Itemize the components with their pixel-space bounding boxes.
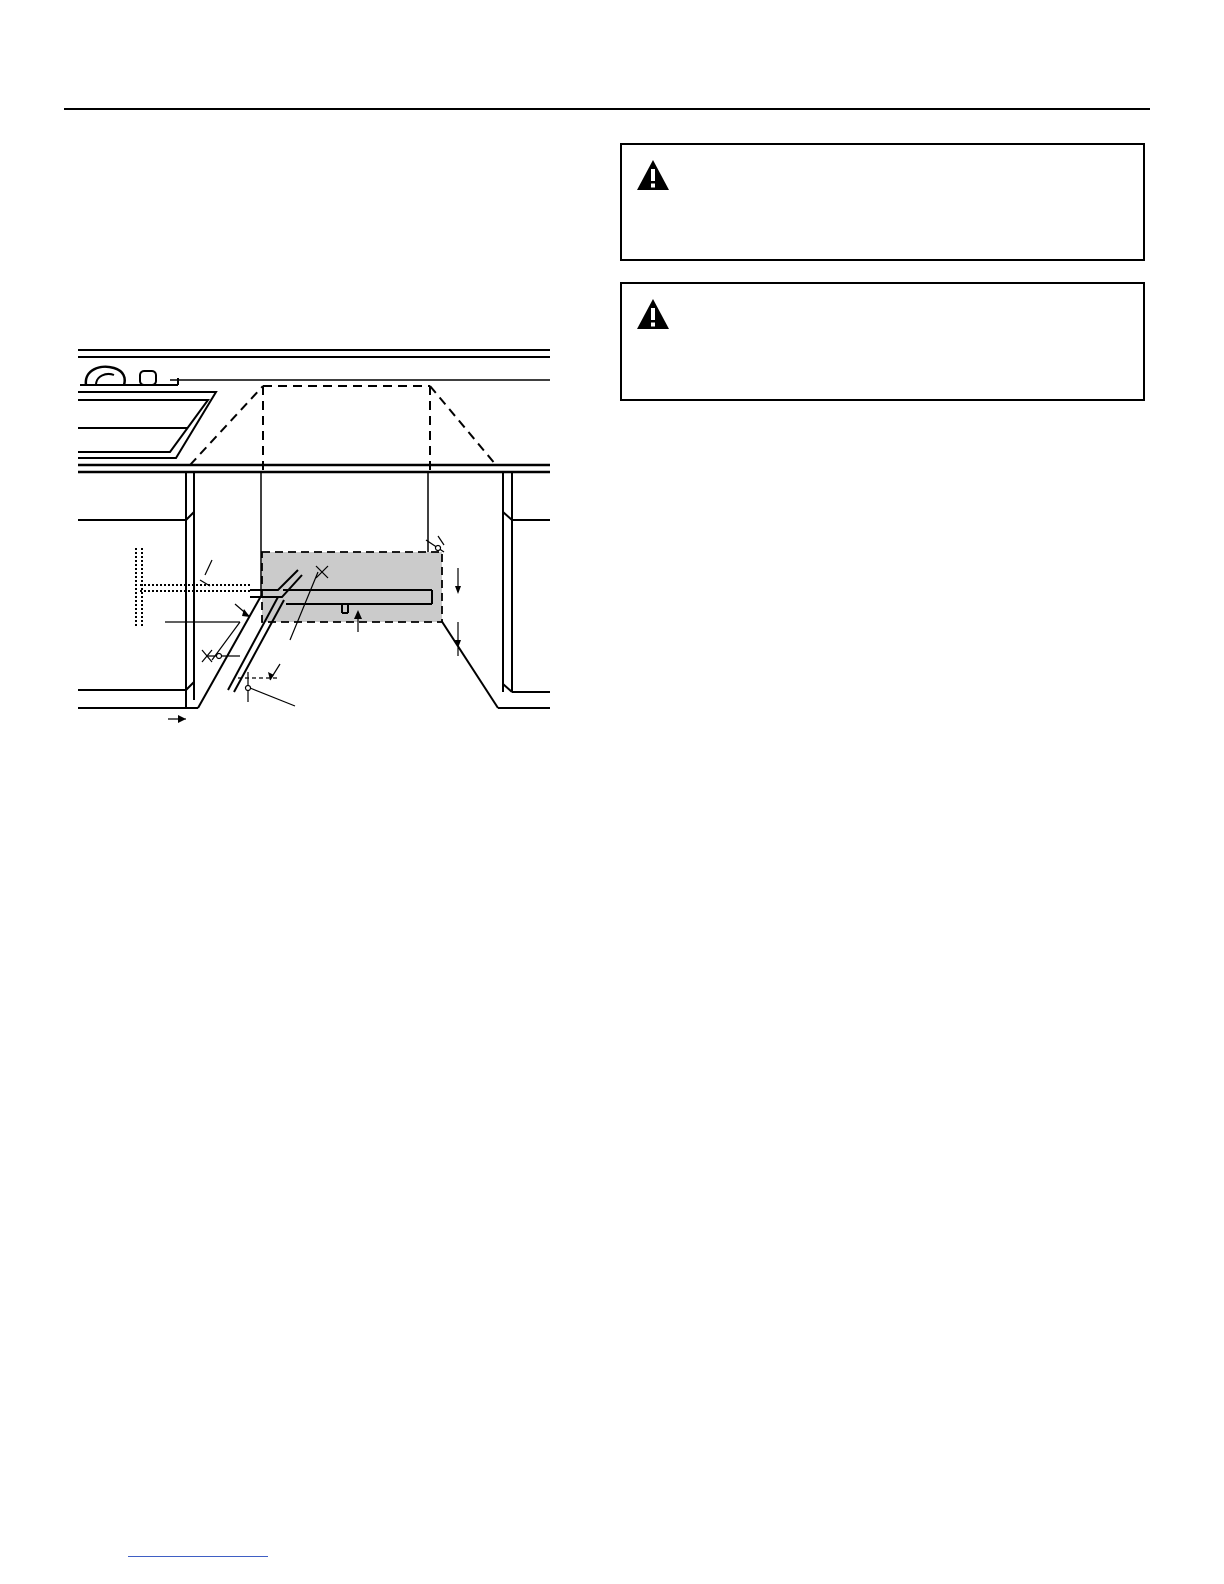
warning-box-2 xyxy=(620,282,1145,401)
warning-triangle-icon xyxy=(636,298,670,330)
warning-box-1 xyxy=(620,143,1145,261)
sink xyxy=(78,392,216,458)
warning-triangle-icon xyxy=(636,159,670,191)
utility-access-zone xyxy=(262,552,442,622)
footer-link-underline[interactable] xyxy=(128,1556,268,1557)
right-cabinet xyxy=(498,472,550,708)
faucet xyxy=(80,367,178,385)
header-rule xyxy=(64,108,1150,110)
dishwasher-opening-diagram xyxy=(74,345,554,735)
dishwasher-outline xyxy=(190,386,496,472)
